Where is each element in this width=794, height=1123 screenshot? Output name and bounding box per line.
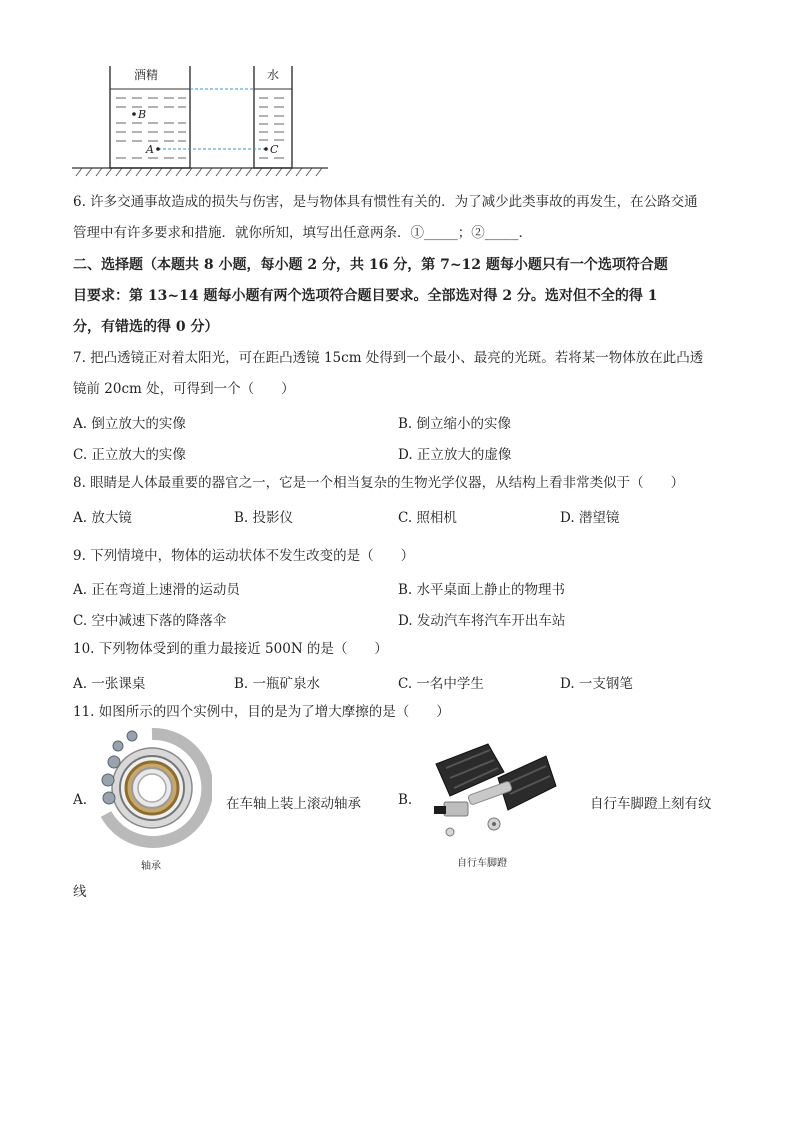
q10-option-a[interactable]: A. 一张课桌 bbox=[73, 676, 146, 692]
q10-option-b[interactable]: B. 一瓶矿泉水 bbox=[234, 676, 321, 692]
section2-heading-line2: 目要求：第 13~14 题每小题有两个选项符合题目要求。全部选对得 2 分。选对但不全的得 1 bbox=[73, 288, 658, 304]
q10-option-d[interactable]: D. 一支钢笔 bbox=[560, 676, 633, 692]
q6-line1: 6. 许多交通事故造成的损失与伤害，是与物体具有惯性有关的．为了减少此类事故的再发生，在公路交通 bbox=[73, 194, 698, 210]
section2-heading-line3: 分，有错选的得 0 分） bbox=[73, 319, 219, 335]
section2-heading-line1: 二、选择题（本题共 8 小题，每小题 2 分，共 16 分，第 7~12 题每小题只有一个选项符合题 bbox=[73, 257, 668, 273]
q7-option-d[interactable]: D. 正立放大的虚像 bbox=[398, 447, 512, 463]
point-a-label: A bbox=[146, 143, 154, 156]
q11-stem: 11. 如图所示的四个实例中，目的是为了增大摩擦的是（ ） bbox=[73, 704, 450, 720]
bicycle-pedal-image bbox=[428, 738, 558, 846]
q9-option-c[interactable]: C. 空中减速下落的降落伞 bbox=[73, 613, 227, 629]
q10-stem: 10. 下列物体受到的重力最接近 500N 的是（ ） bbox=[73, 641, 388, 657]
q8-stem: 8. 眼睛是人体最重要的器官之一，它是一个相当复杂的生物光学仪器，从结构上看非常类似于（ ） bbox=[73, 475, 685, 491]
q9-option-a[interactable]: A. 正在弯道上速滑的运动员 bbox=[73, 582, 240, 598]
q10-option-c[interactable]: C. 一名中学生 bbox=[398, 676, 484, 692]
q7-option-a[interactable]: A. 倒立放大的实像 bbox=[73, 416, 186, 432]
q6-line2: 管理中有许多要求和措施．就你所知，填写出任意两条．①_____；②_____． bbox=[73, 225, 532, 241]
bearing-caption: 轴承 bbox=[141, 861, 161, 872]
q7-stem-line2: 镜前 20cm 处，可得到一个（ ） bbox=[73, 381, 295, 397]
q8-option-b[interactable]: B. 投影仪 bbox=[234, 510, 294, 526]
q11-option-a-text[interactable]: 在车轴上装上滚动轴承 bbox=[226, 796, 361, 812]
q11-option-b-text[interactable]: 自行车脚蹬上刻有纹 bbox=[590, 796, 712, 812]
q7-option-b[interactable]: B. 倒立缩小的实像 bbox=[398, 416, 512, 432]
q8-option-d[interactable]: D. 潜望镜 bbox=[560, 510, 620, 526]
point-c-label: C bbox=[270, 143, 279, 156]
q9-stem: 9. 下列情境中，物体的运动状体不发生改变的是（ ） bbox=[73, 548, 415, 564]
q9-option-d[interactable]: D. 发动汽车将汽车开出车站 bbox=[398, 613, 566, 629]
left-container-label: 酒精 bbox=[134, 68, 159, 82]
point-b-label: B bbox=[138, 108, 147, 121]
q8-option-a[interactable]: A. 放大镜 bbox=[73, 510, 132, 526]
pedal-caption: 自行车脚蹬 bbox=[457, 858, 507, 869]
q9-option-b[interactable]: B. 水平桌面上静止的物理书 bbox=[398, 582, 566, 598]
liquid-containers-figure bbox=[70, 60, 330, 178]
q11-option-a-letter[interactable]: A. bbox=[73, 792, 88, 808]
q8-option-c[interactable]: C. 照相机 bbox=[398, 510, 457, 526]
q7-stem-line1: 7. 把凸透镜正对着太阳光，可在距凸透镜 15cm 处得到一个最小、最亮的光斑。若将某一物体放在此凸透 bbox=[73, 350, 704, 366]
q11-option-b-letter[interactable]: B. bbox=[398, 792, 413, 808]
right-container-label: 水 bbox=[267, 68, 280, 82]
ball-bearing-image bbox=[92, 728, 212, 848]
q11-option-b-text-wrap: 线 bbox=[73, 884, 87, 900]
q7-option-c[interactable]: C. 正立放大的实像 bbox=[73, 447, 186, 463]
